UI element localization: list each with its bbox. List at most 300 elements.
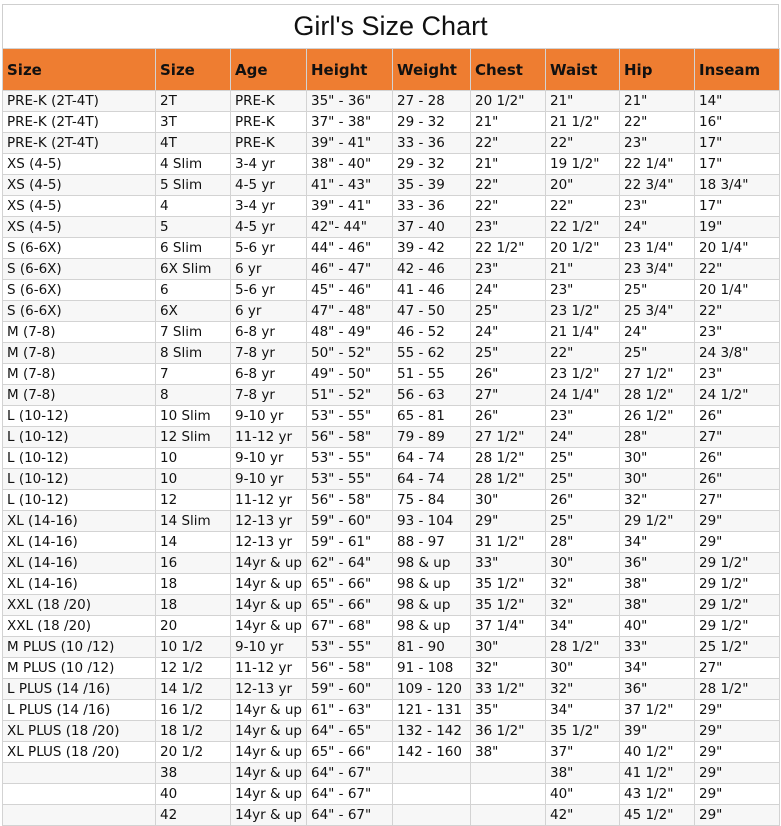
cell-age: PRE-K [231,112,307,133]
cell-weight: 47 - 50 [393,301,471,322]
cell-age: 6-8 yr [231,322,307,343]
table-row [3,700,780,721]
cell-waist: 25" [546,469,620,490]
cell-height: 53" - 55" [307,469,393,490]
column-header-waist: Waist [546,49,620,91]
cell-hip: 38" [620,574,695,595]
cell-chest: 22" [471,196,546,217]
cell-chest: 35 1/2" [471,574,546,595]
cell-size-group: M PLUS (10 /12) [3,658,156,679]
cell-inseam: 22" [695,259,780,280]
table-row [3,196,780,217]
cell-waist: 21" [546,91,620,112]
cell-size-group: XS (4-5) [3,154,156,175]
cell-hip: 30" [620,448,695,469]
cell-age: 14yr & up [231,574,307,595]
cell-hip: 22 1/4" [620,154,695,175]
cell-size: 12 1/2 [156,658,231,679]
cell-size-group: XL PLUS (18 /20) [3,742,156,763]
cell-height: 38" - 40" [307,154,393,175]
table-row [3,406,780,427]
column-header-height: Height [307,49,393,91]
cell-hip: 36" [620,679,695,700]
cell-chest: 36 1/2" [471,721,546,742]
cell-chest [471,784,546,805]
cell-hip: 40" [620,616,695,637]
cell-inseam: 19" [695,217,780,238]
cell-size-group [3,805,156,826]
cell-chest: 22" [471,175,546,196]
cell-inseam: 18 3/4" [695,175,780,196]
cell-weight: 35 - 39 [393,175,471,196]
cell-size: 2T [156,91,231,112]
cell-height: 46" - 47" [307,259,393,280]
cell-waist: 24 1/4" [546,385,620,406]
cell-size: 6X [156,301,231,322]
header-row [3,49,780,91]
cell-inseam: 22" [695,301,780,322]
cell-weight: 33 - 36 [393,196,471,217]
cell-age: 7-8 yr [231,385,307,406]
cell-size-group: XS (4-5) [3,196,156,217]
cell-size-group: S (6-6X) [3,259,156,280]
cell-size-group: PRE-K (2T-4T) [3,112,156,133]
cell-size-group: L (10-12) [3,427,156,448]
cell-age: 6-8 yr [231,364,307,385]
cell-inseam: 29" [695,784,780,805]
cell-weight: 93 - 104 [393,511,471,532]
cell-height: 39" - 41" [307,196,393,217]
cell-size-group: M (7-8) [3,322,156,343]
cell-inseam: 20 1/4" [695,238,780,259]
cell-height: 65" - 66" [307,742,393,763]
cell-weight [393,763,471,784]
cell-size-group: XL (14-16) [3,511,156,532]
cell-height: 56" - 58" [307,427,393,448]
cell-waist: 24" [546,427,620,448]
cell-chest: 35" [471,700,546,721]
cell-waist: 35 1/2" [546,721,620,742]
cell-age: 14yr & up [231,616,307,637]
cell-waist: 21 1/4" [546,322,620,343]
cell-height: 61" - 63" [307,700,393,721]
cell-inseam: 29" [695,742,780,763]
cell-age: 14yr & up [231,784,307,805]
table-body [3,91,780,826]
cell-weight: 98 & up [393,553,471,574]
cell-height: 37" - 38" [307,112,393,133]
cell-age: PRE-K [231,133,307,154]
cell-size-group: XS (4-5) [3,217,156,238]
cell-inseam: 23" [695,364,780,385]
cell-height: 48" - 49" [307,322,393,343]
cell-size: 14 [156,532,231,553]
cell-age: 7-8 yr [231,343,307,364]
cell-hip: 25" [620,280,695,301]
cell-height: 56" - 58" [307,658,393,679]
cell-size: 40 [156,784,231,805]
cell-age: PRE-K [231,91,307,112]
cell-size-group: L (10-12) [3,469,156,490]
cell-size-group: S (6-6X) [3,238,156,259]
cell-age: 6 yr [231,259,307,280]
cell-hip: 30" [620,469,695,490]
cell-waist: 26" [546,490,620,511]
cell-hip: 26 1/2" [620,406,695,427]
cell-hip: 32" [620,490,695,511]
cell-weight: 79 - 89 [393,427,471,448]
cell-height: 42"- 44" [307,217,393,238]
cell-waist: 25" [546,511,620,532]
table-row [3,343,780,364]
cell-weight: 91 - 108 [393,658,471,679]
cell-height: 35" - 36" [307,91,393,112]
cell-size: 4 Slim [156,154,231,175]
cell-height: 59" - 61" [307,532,393,553]
cell-weight: 56 - 63 [393,385,471,406]
cell-chest: 21" [471,112,546,133]
cell-waist: 32" [546,574,620,595]
cell-waist: 34" [546,700,620,721]
cell-inseam: 29" [695,532,780,553]
table-row [3,364,780,385]
column-header-size: Size [156,49,231,91]
cell-waist: 30" [546,553,620,574]
cell-height: 65" - 66" [307,574,393,595]
cell-height: 59" - 60" [307,511,393,532]
cell-chest [471,805,546,826]
cell-inseam: 28 1/2" [695,679,780,700]
cell-size: 6 [156,280,231,301]
cell-inseam: 20 1/4" [695,280,780,301]
cell-size: 3T [156,112,231,133]
cell-age: 11-12 yr [231,490,307,511]
cell-weight: 98 & up [393,595,471,616]
cell-size-group: M (7-8) [3,385,156,406]
table-row [3,490,780,511]
cell-inseam: 27" [695,427,780,448]
cell-hip: 24" [620,217,695,238]
cell-inseam: 29 1/2" [695,553,780,574]
cell-size: 20 1/2 [156,742,231,763]
cell-weight: 55 - 62 [393,343,471,364]
cell-weight: 98 & up [393,574,471,595]
cell-age: 3-4 yr [231,196,307,217]
cell-hip: 23" [620,196,695,217]
cell-height: 47" - 48" [307,301,393,322]
cell-waist: 21 1/2" [546,112,620,133]
cell-age: 3-4 yr [231,154,307,175]
cell-hip: 34" [620,658,695,679]
cell-height: 44" - 46" [307,238,393,259]
cell-size: 14 1/2 [156,679,231,700]
table-row [3,763,780,784]
cell-chest: 20 1/2" [471,91,546,112]
cell-waist: 25" [546,448,620,469]
table-row [3,574,780,595]
cell-waist: 28 1/2" [546,637,620,658]
cell-waist: 34" [546,616,620,637]
table-row [3,238,780,259]
cell-waist: 22" [546,343,620,364]
cell-size: 16 [156,553,231,574]
cell-height: 53" - 55" [307,637,393,658]
cell-hip: 45 1/2" [620,805,695,826]
cell-size: 4T [156,133,231,154]
cell-size-group: M PLUS (10 /12) [3,637,156,658]
cell-chest: 27 1/2" [471,427,546,448]
column-header-inseam: Inseam [695,49,780,91]
cell-weight: 29 - 32 [393,112,471,133]
cell-chest: 28 1/2" [471,469,546,490]
cell-size: 12 [156,490,231,511]
cell-height: 51" - 52" [307,385,393,406]
table-row [3,133,780,154]
cell-age: 14yr & up [231,553,307,574]
chart-title: Girl's Size Chart [2,4,779,48]
cell-waist: 20 1/2" [546,238,620,259]
cell-height: 64" - 67" [307,784,393,805]
cell-inseam: 25 1/2" [695,637,780,658]
cell-weight: 121 - 131 [393,700,471,721]
cell-age: 9-10 yr [231,406,307,427]
cell-weight [393,784,471,805]
table-row [3,280,780,301]
cell-age: 14yr & up [231,763,307,784]
cell-chest: 30" [471,637,546,658]
cell-inseam: 26" [695,448,780,469]
table-row [3,301,780,322]
cell-age: 9-10 yr [231,448,307,469]
table-row [3,112,780,133]
table-row [3,721,780,742]
table-row [3,469,780,490]
cell-waist: 32" [546,595,620,616]
cell-weight: 81 - 90 [393,637,471,658]
cell-weight: 109 - 120 [393,679,471,700]
cell-hip: 37 1/2" [620,700,695,721]
cell-size: 10 [156,469,231,490]
cell-chest: 25" [471,301,546,322]
column-header-hip: Hip [620,49,695,91]
cell-size: 8 Slim [156,343,231,364]
cell-chest: 38" [471,742,546,763]
cell-size-group: XL (14-16) [3,574,156,595]
cell-weight: 33 - 36 [393,133,471,154]
cell-size-group: XL PLUS (18 /20) [3,721,156,742]
cell-age: 14yr & up [231,721,307,742]
cell-hip: 22" [620,112,695,133]
cell-chest: 23" [471,217,546,238]
cell-chest: 22 1/2" [471,238,546,259]
cell-hip: 39" [620,721,695,742]
cell-age: 9-10 yr [231,469,307,490]
cell-height: 50" - 52" [307,343,393,364]
cell-age: 4-5 yr [231,217,307,238]
cell-chest: 35 1/2" [471,595,546,616]
table-row [3,805,780,826]
cell-hip: 43 1/2" [620,784,695,805]
cell-size: 14 Slim [156,511,231,532]
cell-size: 18 [156,574,231,595]
column-header-age: Age [231,49,307,91]
cell-size-group: M (7-8) [3,364,156,385]
cell-weight [393,805,471,826]
cell-height: 64" - 65" [307,721,393,742]
cell-hip: 27 1/2" [620,364,695,385]
cell-inseam: 29" [695,763,780,784]
cell-hip: 36" [620,553,695,574]
table-row [3,553,780,574]
cell-size-group: L PLUS (14 /16) [3,700,156,721]
cell-hip: 33" [620,637,695,658]
cell-inseam: 26" [695,406,780,427]
cell-age: 11-12 yr [231,658,307,679]
cell-weight: 39 - 42 [393,238,471,259]
cell-height: 49" - 50" [307,364,393,385]
table-row [3,154,780,175]
cell-height: 53" - 55" [307,448,393,469]
cell-height: 64" - 67" [307,805,393,826]
cell-age: 14yr & up [231,805,307,826]
table-row [3,784,780,805]
cell-size: 6 Slim [156,238,231,259]
cell-age: 12-13 yr [231,679,307,700]
cell-inseam: 29" [695,721,780,742]
cell-weight: 98 & up [393,616,471,637]
cell-inseam: 27" [695,490,780,511]
cell-waist: 22" [546,133,620,154]
cell-chest: 32" [471,658,546,679]
cell-size-group [3,784,156,805]
cell-age: 6 yr [231,301,307,322]
cell-weight: 142 - 160 [393,742,471,763]
cell-inseam: 23" [695,322,780,343]
cell-inseam: 14" [695,91,780,112]
cell-size-group: L (10-12) [3,448,156,469]
cell-size-group [3,763,156,784]
cell-hip: 41 1/2" [620,763,695,784]
cell-chest: 25" [471,343,546,364]
cell-height: 39" - 41" [307,133,393,154]
cell-size: 6X Slim [156,259,231,280]
cell-chest: 33" [471,553,546,574]
cell-size: 5 [156,217,231,238]
cell-size: 38 [156,763,231,784]
cell-waist: 22 1/2" [546,217,620,238]
cell-size-group: S (6-6X) [3,280,156,301]
cell-waist: 38" [546,763,620,784]
table-row [3,595,780,616]
cell-size-group: L PLUS (14 /16) [3,679,156,700]
cell-age: 9-10 yr [231,637,307,658]
cell-chest: 23" [471,259,546,280]
cell-chest: 37 1/4" [471,616,546,637]
table-row [3,175,780,196]
table-row [3,217,780,238]
cell-size: 18 1/2 [156,721,231,742]
cell-size: 16 1/2 [156,700,231,721]
table-row [3,259,780,280]
cell-inseam: 27" [695,658,780,679]
cell-size: 12 Slim [156,427,231,448]
cell-weight: 88 - 97 [393,532,471,553]
cell-chest: 26" [471,406,546,427]
cell-weight: 132 - 142 [393,721,471,742]
column-header-chest: Chest [471,49,546,91]
cell-hip: 23 1/4" [620,238,695,259]
cell-waist: 28" [546,532,620,553]
cell-weight: 64 - 74 [393,448,471,469]
table-row [3,742,780,763]
cell-size-group: L (10-12) [3,490,156,511]
cell-height: 59" - 60" [307,679,393,700]
cell-weight: 51 - 55 [393,364,471,385]
cell-size-group: XL (14-16) [3,553,156,574]
cell-waist: 22" [546,196,620,217]
cell-chest: 30" [471,490,546,511]
cell-inseam: 26" [695,469,780,490]
cell-hip: 25" [620,343,695,364]
cell-chest: 24" [471,322,546,343]
cell-weight: 75 - 84 [393,490,471,511]
cell-hip: 25 3/4" [620,301,695,322]
cell-size: 4 [156,196,231,217]
cell-hip: 21" [620,91,695,112]
cell-inseam: 29 1/2" [695,574,780,595]
cell-size: 10 1/2 [156,637,231,658]
cell-inseam: 24 1/2" [695,385,780,406]
cell-waist: 23" [546,280,620,301]
cell-size: 8 [156,385,231,406]
cell-weight: 29 - 32 [393,154,471,175]
cell-size: 10 [156,448,231,469]
cell-chest: 28 1/2" [471,448,546,469]
table-row [3,448,780,469]
cell-age: 5-6 yr [231,280,307,301]
cell-size-group: XXL (18 /20) [3,595,156,616]
cell-hip: 38" [620,595,695,616]
cell-waist: 23 1/2" [546,301,620,322]
cell-chest: 29" [471,511,546,532]
cell-inseam: 29 1/2" [695,595,780,616]
cell-height: 64" - 67" [307,763,393,784]
cell-age: 4-5 yr [231,175,307,196]
cell-hip: 23 3/4" [620,259,695,280]
cell-waist: 30" [546,658,620,679]
cell-age: 12-13 yr [231,511,307,532]
cell-waist: 23" [546,406,620,427]
cell-weight: 41 - 46 [393,280,471,301]
table-row [3,322,780,343]
column-header-weight: Weight [393,49,471,91]
cell-height: 56" - 58" [307,490,393,511]
cell-inseam: 17" [695,154,780,175]
cell-size-group: M (7-8) [3,343,156,364]
cell-size: 18 [156,595,231,616]
cell-hip: 28" [620,427,695,448]
cell-chest: 24" [471,280,546,301]
cell-size: 7 [156,364,231,385]
cell-size-group: XXL (18 /20) [3,616,156,637]
cell-age: 5-6 yr [231,238,307,259]
cell-size: 10 Slim [156,406,231,427]
table-row [3,658,780,679]
cell-inseam: 29" [695,700,780,721]
cell-size-group: XS (4-5) [3,175,156,196]
table-row [3,91,780,112]
cell-weight: 42 - 46 [393,259,471,280]
